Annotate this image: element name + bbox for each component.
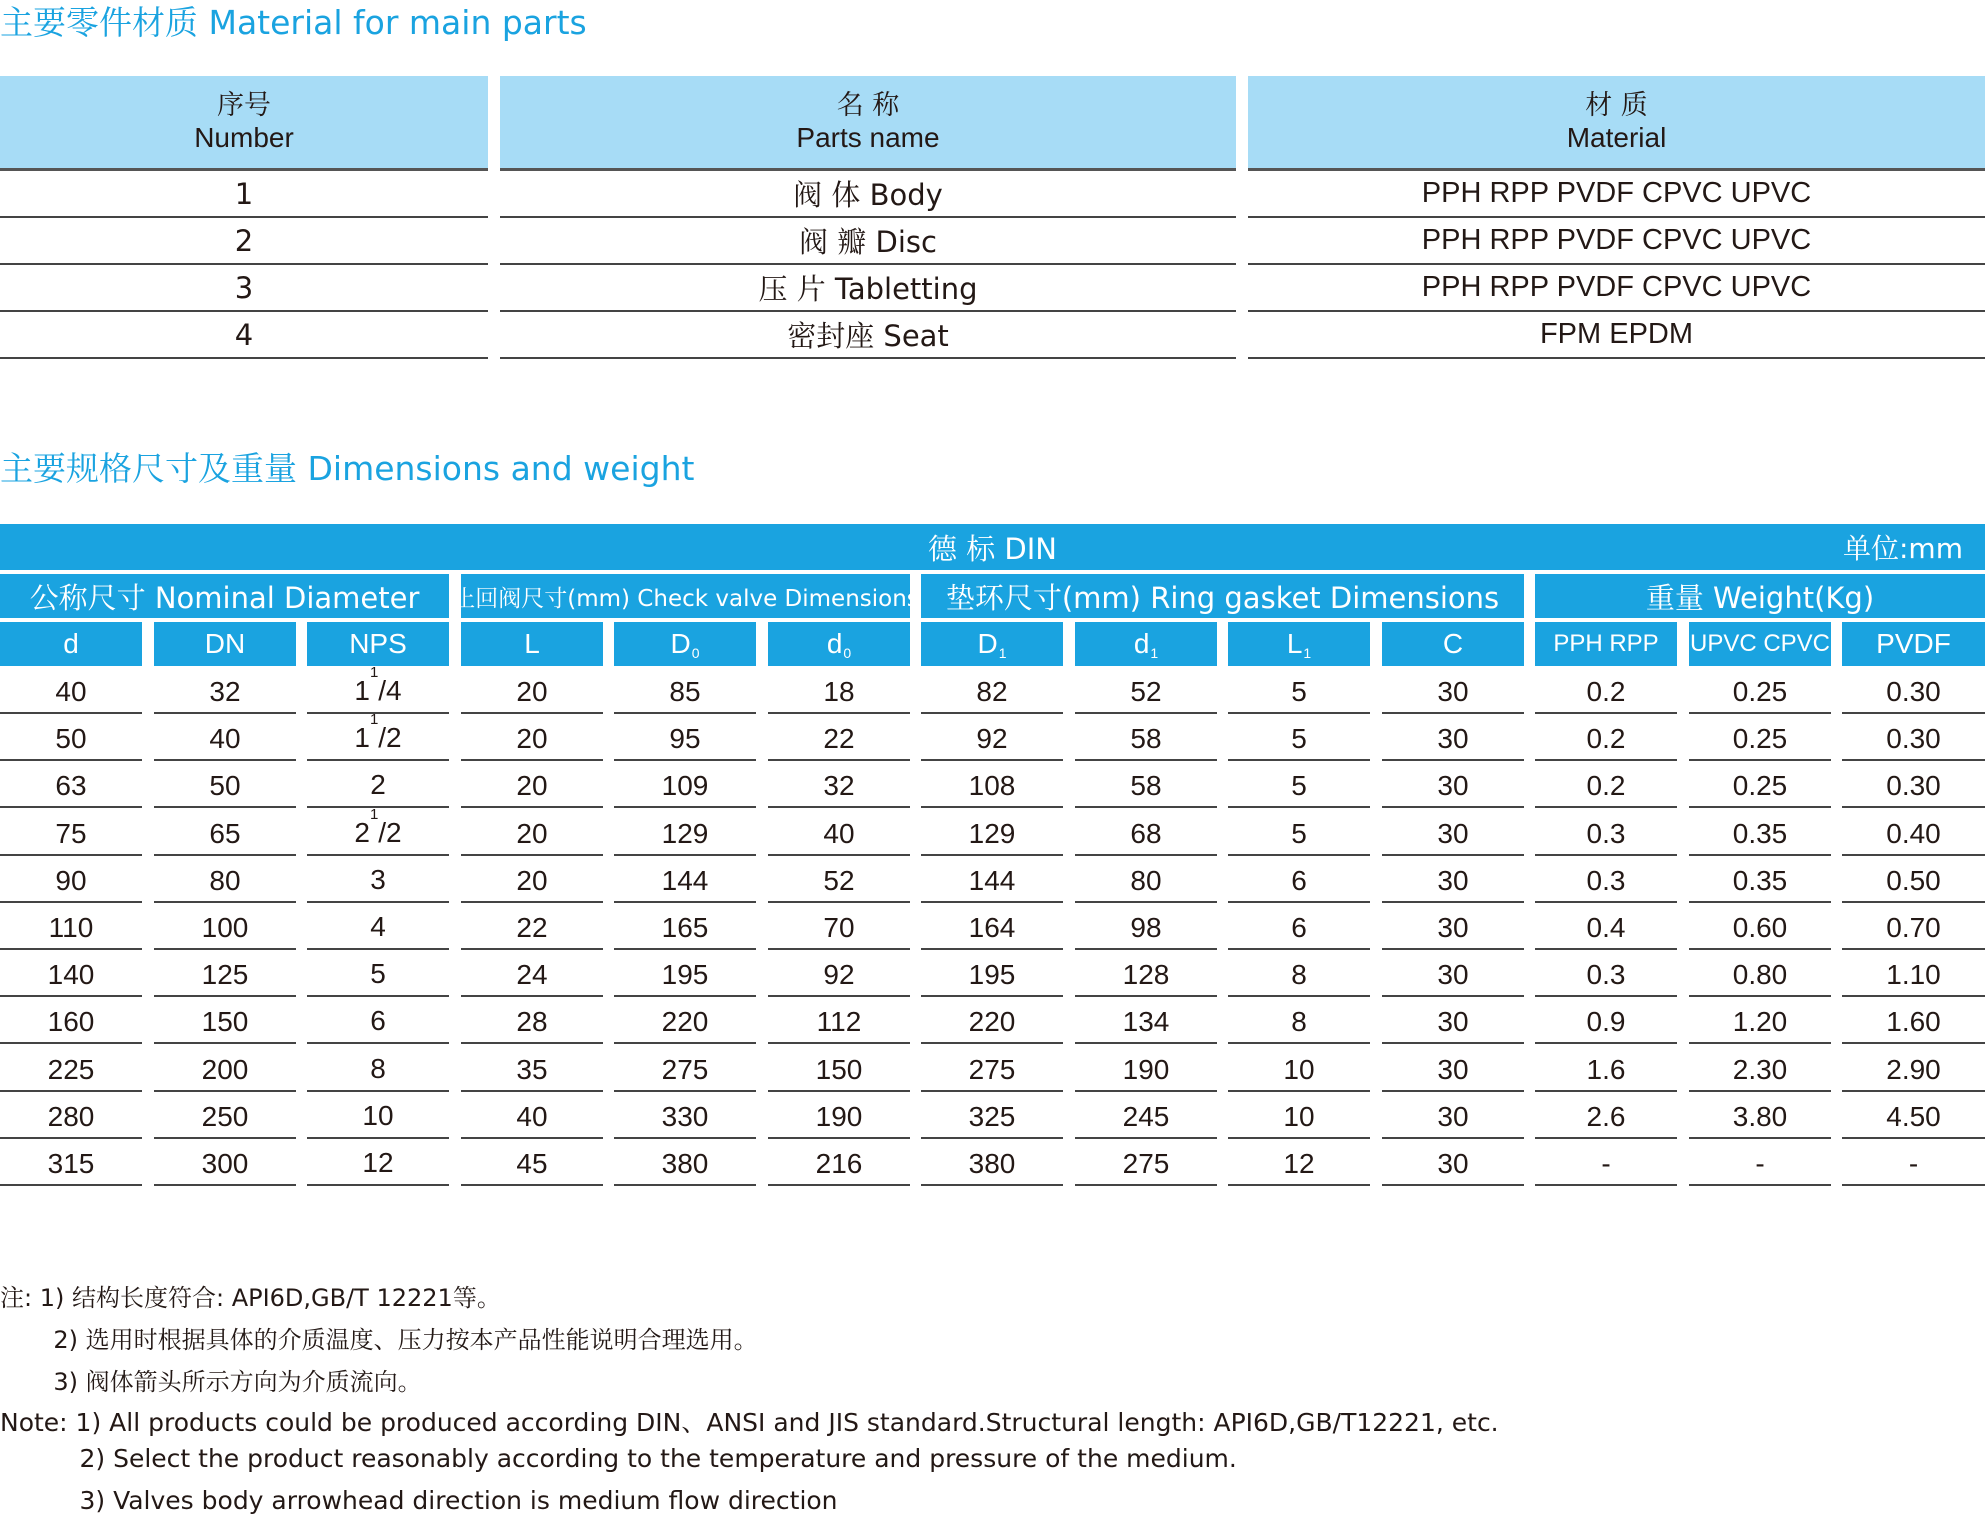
column-header-label: L — [524, 628, 540, 659]
dim-cell-L1: 8 — [1228, 950, 1370, 997]
dim-cell-d1: 58 — [1075, 714, 1217, 761]
parts-cell-name: 阀 体 Body — [500, 171, 1236, 218]
dim-cell-d0: 52 — [768, 856, 910, 903]
nps-fraction-rest: /4 — [378, 675, 402, 706]
dim-cell-w_upvc: 2.30 — [1689, 1045, 1831, 1092]
column-header-label: PPH RPP — [1553, 630, 1659, 657]
note-line: 3) Valves body arrowhead direction is medium flow direction — [0, 1486, 838, 1515]
dim-cell-NPS — [307, 664, 449, 714]
dim-cell-D0: 275 — [614, 1045, 756, 1092]
dim-cell-d0: 150 — [768, 1045, 910, 1092]
parts-header-en: Material — [1566, 122, 1667, 153]
dim-cell-D1: 275 — [921, 1045, 1063, 1092]
column-header-9 — [1382, 622, 1524, 666]
dim-cell-w_pph: - — [1535, 1139, 1677, 1186]
dim-cell-D0: 220 — [614, 997, 756, 1044]
group-header-label: 公称尺寸 Nominal Diameter — [29, 580, 420, 615]
nps-fraction-rest: /2 — [378, 722, 402, 753]
dim-cell-L1: 5 — [1228, 714, 1370, 761]
dim-cell-d: 160 — [0, 997, 142, 1044]
dim-cell-w_pph: 1.6 — [1535, 1045, 1677, 1092]
dim-cell-L: 20 — [461, 667, 603, 714]
dim-cell-L: 24 — [461, 950, 603, 997]
parts-cell-material: PPH RPP PVDF CPVC UPVC — [1248, 171, 1985, 218]
dim-cell-L: 20 — [461, 856, 603, 903]
dim-cell-d0: 70 — [768, 903, 910, 950]
unit-label: 单位:mm — [1843, 532, 1963, 565]
dim-cell-d: 225 — [0, 1045, 142, 1092]
column-header-label: NPS — [349, 628, 407, 659]
dim-cell-L: 20 — [461, 761, 603, 808]
dim-cell-D0: 330 — [614, 1092, 756, 1139]
dim-cell-d0: 112 — [768, 997, 910, 1044]
dim-cell-L1: 12 — [1228, 1139, 1370, 1186]
dim-cell-w_pvdf: 0.40 — [1842, 809, 1985, 856]
column-header-label: PVDF — [1876, 628, 1951, 659]
column-header-10 — [1535, 622, 1677, 666]
dim-cell-d0: 40 — [768, 809, 910, 856]
dim-cell-DN: 125 — [154, 950, 296, 997]
dim-cell-L: 28 — [461, 997, 603, 1044]
group-header-0 — [0, 574, 449, 620]
dim-cell-D1: 164 — [921, 903, 1063, 950]
dim-cell-d0: 32 — [768, 761, 910, 808]
dim-cell-w_upvc: 0.25 — [1689, 714, 1831, 761]
dim-cell-DN: 100 — [154, 903, 296, 950]
dim-cell-d0: 92 — [768, 950, 910, 997]
dim-cell-DN: 40 — [154, 714, 296, 761]
note-line: 3) 阀体箭头所示方向为介质流向。 — [0, 1368, 422, 1396]
dim-cell-NPS — [307, 997, 449, 1044]
nps-whole: 4 — [370, 911, 386, 942]
dim-cell-w_upvc: 0.35 — [1689, 809, 1831, 856]
dim-cell-DN: 80 — [154, 856, 296, 903]
dim-cell-DN: 50 — [154, 761, 296, 808]
column-header-4 — [614, 622, 756, 666]
dim-cell-L: 22 — [461, 903, 603, 950]
column-header-subscript: 1 — [1150, 645, 1159, 661]
nps-whole: 2 — [370, 769, 386, 800]
dim-cell-d0: 18 — [768, 667, 910, 714]
dim-cell-w_pvdf: 0.30 — [1842, 761, 1985, 808]
dim-cell-D1: 92 — [921, 714, 1063, 761]
dim-cell-w_pph: 0.2 — [1535, 761, 1677, 808]
group-header-1 — [452, 574, 919, 620]
parts-cell-name: 压 片 Tabletting — [500, 265, 1236, 312]
dim-cell-d: 90 — [0, 856, 142, 903]
dim-cell-w_pph: 0.2 — [1535, 667, 1677, 714]
column-header-3 — [461, 622, 603, 666]
dim-cell-w_upvc: 0.80 — [1689, 950, 1831, 997]
dim-cell-NPS — [307, 1045, 449, 1092]
column-header-7 — [1075, 622, 1217, 666]
dim-cell-C: 30 — [1382, 950, 1524, 997]
dim-cell-L: 20 — [461, 809, 603, 856]
dim-cell-d1: 68 — [1075, 809, 1217, 856]
parts-cell-name: 密封座 Seat — [500, 312, 1236, 359]
parts-cell-number: 2 — [0, 218, 488, 265]
dim-cell-d: 50 — [0, 714, 142, 761]
dim-cell-d: 280 — [0, 1092, 142, 1139]
dim-cell-L1: 6 — [1228, 856, 1370, 903]
dim-cell-w_pvdf: - — [1842, 1139, 1985, 1186]
column-header-6 — [921, 622, 1063, 666]
dim-cell-w_pph: 0.3 — [1535, 856, 1677, 903]
column-header-subscript: 1 — [1303, 645, 1312, 661]
dim-cell-w_upvc: 0.25 — [1689, 761, 1831, 808]
dim-cell-C: 30 — [1382, 667, 1524, 714]
dim-cell-w_pph: 0.9 — [1535, 997, 1677, 1044]
column-header-2 — [307, 622, 449, 666]
dim-cell-D1: 195 — [921, 950, 1063, 997]
group-header-3 — [1535, 574, 1985, 620]
dim-cell-d0: 190 — [768, 1092, 910, 1139]
nps-whole: 10 — [362, 1100, 394, 1131]
dim-cell-w_upvc: 0.60 — [1689, 903, 1831, 950]
dim-cell-w_upvc: 3.80 — [1689, 1092, 1831, 1139]
dim-cell-DN: 65 — [154, 809, 296, 856]
nps-fraction-numerator: 1 — [369, 664, 379, 681]
nps-whole: 2 — [354, 817, 370, 848]
column-header-label: d — [1133, 628, 1150, 659]
parts-header-en: Number — [194, 122, 294, 153]
parts-header-en: Parts name — [796, 122, 940, 153]
dim-cell-w_pvdf: 0.30 — [1842, 667, 1985, 714]
column-header-12 — [1842, 622, 1985, 666]
group-header-label: 止回阀尺寸(mm) Check valve Dimensions — [452, 585, 919, 612]
nps-fraction-rest: /2 — [378, 817, 402, 848]
column-header-11 — [1689, 622, 1831, 666]
dim-cell-C: 30 — [1382, 1139, 1524, 1186]
dim-cell-d0: 216 — [768, 1139, 910, 1186]
dim-cell-D0: 109 — [614, 761, 756, 808]
dim-cell-D1: 144 — [921, 856, 1063, 903]
dim-cell-d1: 275 — [1075, 1139, 1217, 1186]
nps-whole: 1 — [354, 722, 370, 753]
dim-cell-DN: 150 — [154, 997, 296, 1044]
parts-header-1 — [500, 76, 1236, 171]
dim-cell-w_pvdf: 0.30 — [1842, 714, 1985, 761]
dim-cell-w_pvdf: 1.10 — [1842, 950, 1985, 997]
dim-cell-d: 315 — [0, 1139, 142, 1186]
note-line: 2) Select the product reasonably according to the temperature and pressure of the medium. — [0, 1444, 1237, 1473]
dim-cell-D1: 129 — [921, 809, 1063, 856]
note-line: 2) 选用时根据具体的介质温度、压力按本产品性能说明合理选用。 — [0, 1326, 758, 1354]
nps-whole: 12 — [362, 1147, 394, 1178]
dim-cell-w_pph: 0.4 — [1535, 903, 1677, 950]
dim-cell-w_upvc: 0.35 — [1689, 856, 1831, 903]
group-header-2 — [921, 574, 1524, 620]
parts-header-cn: 名 称 — [836, 90, 900, 121]
nps-whole: 6 — [370, 1005, 386, 1036]
nps-whole: 1 — [354, 675, 370, 706]
nps-whole: 3 — [370, 864, 386, 895]
dim-cell-L1: 10 — [1228, 1092, 1370, 1139]
column-header-8 — [1228, 622, 1370, 666]
dim-cell-DN: 250 — [154, 1092, 296, 1139]
parts-cell-material: PPH RPP PVDF CPVC UPVC — [1248, 218, 1985, 265]
group-header-label: 重量 Weight(Kg) — [1645, 580, 1875, 615]
dim-cell-C: 30 — [1382, 997, 1524, 1044]
dim-cell-C: 30 — [1382, 856, 1524, 903]
dim-cell-D0: 380 — [614, 1139, 756, 1186]
dim-cell-w_pvdf: 0.70 — [1842, 903, 1985, 950]
dim-cell-d1: 80 — [1075, 856, 1217, 903]
column-header-label: D — [977, 628, 998, 659]
dim-cell-d1: 245 — [1075, 1092, 1217, 1139]
dim-cell-L: 40 — [461, 1092, 603, 1139]
dim-cell-w_pvdf: 4.50 — [1842, 1092, 1985, 1139]
dim-cell-D1: 325 — [921, 1092, 1063, 1139]
dim-cell-NPS — [307, 856, 449, 903]
dim-cell-NPS — [307, 1139, 449, 1186]
column-header-subscript: 1 — [998, 645, 1007, 661]
dim-cell-w_pph: 0.3 — [1535, 809, 1677, 856]
dim-cell-d1: 52 — [1075, 667, 1217, 714]
dim-cell-C: 30 — [1382, 761, 1524, 808]
dim-cell-C: 30 — [1382, 903, 1524, 950]
standard-label: 德 标 DIN — [927, 531, 1057, 566]
parts-cell-number: 4 — [0, 312, 488, 359]
column-header-label: D — [670, 628, 691, 659]
dim-cell-NPS — [307, 950, 449, 997]
dim-cell-C: 30 — [1382, 714, 1524, 761]
parts-cell-number: 3 — [0, 265, 488, 312]
dim-cell-d: 110 — [0, 903, 142, 950]
column-header-subscript: 0 — [843, 645, 852, 661]
dim-cell-d1: 58 — [1075, 761, 1217, 808]
dim-cell-d1: 190 — [1075, 1045, 1217, 1092]
dim-cell-D1: 380 — [921, 1139, 1063, 1186]
nps-whole: 8 — [370, 1053, 386, 1084]
dim-cell-D1: 108 — [921, 761, 1063, 808]
dim-cell-w_upvc: - — [1689, 1139, 1831, 1186]
dim-cell-L1: 8 — [1228, 997, 1370, 1044]
dim-cell-NPS — [307, 903, 449, 950]
dim-cell-DN: 32 — [154, 667, 296, 714]
dim-cell-d1: 134 — [1075, 997, 1217, 1044]
dim-cell-NPS — [307, 806, 449, 856]
dim-cell-D0: 129 — [614, 809, 756, 856]
column-header-subscript: 0 — [691, 645, 700, 661]
parts-header-0 — [0, 76, 488, 171]
parts-cell-number: 1 — [0, 171, 488, 218]
dim-cell-NPS — [307, 761, 449, 808]
nps-fraction-numerator: 1 — [369, 711, 379, 728]
column-header-label: L — [1286, 628, 1303, 659]
dim-cell-L1: 10 — [1228, 1045, 1370, 1092]
dim-cell-w_pph: 0.3 — [1535, 950, 1677, 997]
dim-cell-D0: 165 — [614, 903, 756, 950]
parts-header-cn: 序号 — [217, 90, 271, 121]
dim-cell-C: 30 — [1382, 1045, 1524, 1092]
dim-cell-w_pvdf: 0.50 — [1842, 856, 1985, 903]
column-header-0 — [0, 622, 142, 666]
dim-cell-NPS — [307, 711, 449, 761]
column-header-1 — [154, 622, 296, 666]
dim-cell-D0: 144 — [614, 856, 756, 903]
note-line: Note: 1) All products could be produced according DIN、ANSI and JIS standard.Structural length: API6D,GB/T12221, etc. — [0, 1408, 1499, 1437]
nps-whole: 5 — [370, 958, 386, 989]
parts-header-2 — [1248, 76, 1985, 171]
dim-cell-D1: 82 — [921, 667, 1063, 714]
dim-cell-d1: 98 — [1075, 903, 1217, 950]
parts-cell-material: PPH RPP PVDF CPVC UPVC — [1248, 265, 1985, 312]
dim-cell-w_upvc: 1.20 — [1689, 997, 1831, 1044]
dim-cell-w_pvdf: 2.90 — [1842, 1045, 1985, 1092]
parts-header-cn: 材 质 — [1585, 90, 1648, 121]
column-header-label: UPVC CPVC — [1689, 630, 1831, 657]
dim-cell-d: 63 — [0, 761, 142, 808]
dim-cell-L1: 5 — [1228, 761, 1370, 808]
column-header-label: C — [1442, 628, 1464, 659]
dim-cell-w_pph: 2.6 — [1535, 1092, 1677, 1139]
dim-cell-D1: 220 — [921, 997, 1063, 1044]
parts-section-title: 主要零件材质 Material for main parts — [0, 3, 587, 42]
dim-cell-D0: 95 — [614, 714, 756, 761]
parts-cell-material: FPM EPDM — [1248, 312, 1985, 359]
dim-cell-NPS — [307, 1092, 449, 1139]
nps-fraction-numerator: 1 — [369, 806, 379, 823]
dim-cell-C: 30 — [1382, 1092, 1524, 1139]
dim-cell-D0: 85 — [614, 667, 756, 714]
note-line: 注: 1) 结构长度符合: API6D,GB/T 12221等。 — [0, 1284, 501, 1312]
column-header-label: d — [63, 628, 79, 659]
column-header-label: DN — [204, 628, 246, 659]
group-header-label: 垫环尺寸(mm) Ring gasket Dimensions — [945, 580, 1500, 615]
dim-cell-L: 35 — [461, 1045, 603, 1092]
dim-cell-L1: 6 — [1228, 903, 1370, 950]
dim-cell-DN: 300 — [154, 1139, 296, 1186]
dim-cell-d: 75 — [0, 809, 142, 856]
dim-cell-w_upvc: 0.25 — [1689, 667, 1831, 714]
dim-cell-d: 40 — [0, 667, 142, 714]
dim-cell-DN: 200 — [154, 1045, 296, 1092]
dim-cell-C: 30 — [1382, 809, 1524, 856]
dim-cell-L1: 5 — [1228, 667, 1370, 714]
dim-cell-d1: 128 — [1075, 950, 1217, 997]
dim-cell-w_pvdf: 1.60 — [1842, 997, 1985, 1044]
dim-cell-L: 45 — [461, 1139, 603, 1186]
column-header-5 — [768, 622, 910, 666]
parts-cell-name: 阀 瓣 Disc — [500, 218, 1236, 265]
dim-cell-d: 140 — [0, 950, 142, 997]
column-header-label: d — [826, 628, 843, 659]
dimensions-section-title: 主要规格尺寸及重量 Dimensions and weight — [0, 449, 695, 488]
dim-cell-d0: 22 — [768, 714, 910, 761]
dim-cell-L: 20 — [461, 714, 603, 761]
dim-cell-D0: 195 — [614, 950, 756, 997]
standard-bar — [0, 524, 1985, 570]
dim-cell-L1: 5 — [1228, 809, 1370, 856]
dim-cell-w_pph: 0.2 — [1535, 714, 1677, 761]
